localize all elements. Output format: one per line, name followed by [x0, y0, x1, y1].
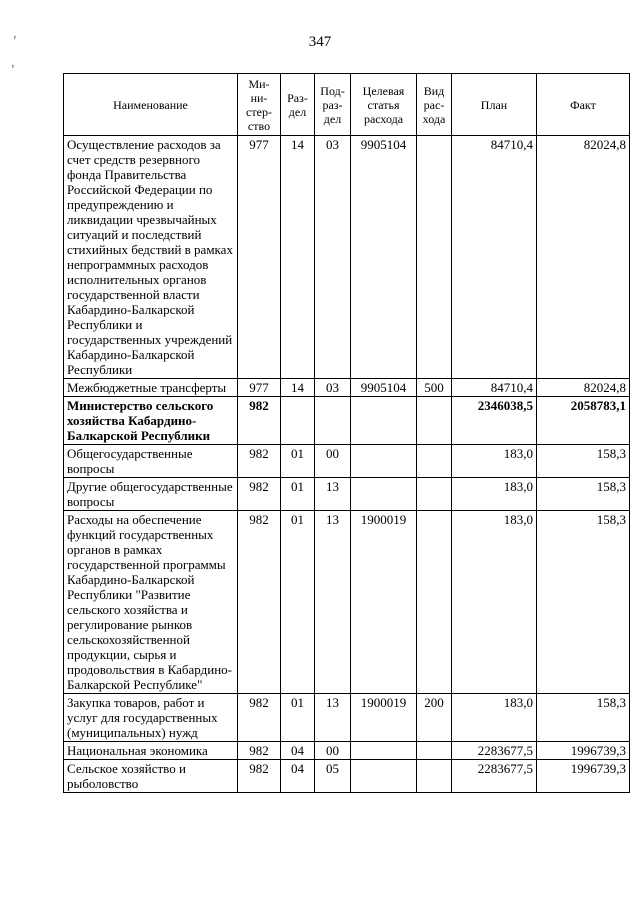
table-row	[64, 136, 630, 379]
column-header-section	[281, 74, 315, 136]
cell-subsection: 13	[315, 511, 351, 694]
margin-mark: ᵣ	[14, 30, 17, 41]
cell-name: Закупка товаров, работ и услуг для государственных (муниципальных) нужд	[64, 694, 238, 742]
cell-fact: 82024,8	[537, 136, 630, 379]
cell-name: Общегосударственные вопросы	[64, 445, 238, 478]
column-header-section-line: дел	[288, 104, 307, 119]
cell-name: Расходы на обеспечение функций государственных органов в рамках государственной программы Кабардино-Балкарской Республики "Развитие сельского хозяйства и регулирование рынков сельскохозяйственной продукции, сырья и продовольствия в Кабардино-Балкарской Республике"	[64, 511, 238, 694]
cell-fact: 2058783,1	[537, 397, 630, 445]
cell-section: 01	[281, 478, 315, 511]
cell-section: 01	[281, 445, 315, 478]
cell-section: 14	[281, 379, 315, 397]
cell-type: 200	[417, 694, 452, 742]
cell-target	[351, 445, 417, 478]
table-row	[64, 511, 630, 694]
cell-fact: 158,3	[537, 511, 630, 694]
margin-mark: ᵣ	[12, 59, 15, 70]
cell-plan: 183,0	[452, 445, 537, 478]
column-header-ministry-line: стер-	[246, 104, 272, 119]
table-row	[64, 379, 630, 397]
column-header-target-line: статья	[367, 97, 400, 112]
cell-fact: 158,3	[537, 445, 630, 478]
cell-type	[417, 511, 452, 694]
column-header-target-line: Целевая	[362, 83, 405, 98]
cell-plan: 2283677,5	[452, 760, 537, 793]
column-header-subsection	[315, 74, 351, 136]
cell-type	[417, 478, 452, 511]
table-row	[64, 397, 630, 445]
cell-fact: 158,3	[537, 694, 630, 742]
column-header-ministry	[238, 74, 281, 136]
cell-section: 14	[281, 136, 315, 379]
column-header-target	[351, 74, 417, 136]
cell-section: 01	[281, 511, 315, 694]
cell-plan: 2283677,5	[452, 742, 537, 760]
cell-subsection: 05	[315, 760, 351, 793]
table-row	[64, 742, 630, 760]
cell-target	[351, 742, 417, 760]
column-header-type	[417, 74, 452, 136]
cell-ministry: 977	[238, 379, 281, 397]
cell-name: Национальная экономика	[64, 742, 238, 760]
column-header-target-line: расхода	[363, 111, 404, 126]
budget-table	[63, 73, 630, 793]
cell-subsection	[315, 397, 351, 445]
column-header-ministry-line: ни-	[250, 90, 268, 105]
cell-section	[281, 397, 315, 445]
cell-plan: 183,0	[452, 478, 537, 511]
cell-name: Другие общегосударственные вопросы	[64, 478, 238, 511]
cell-section: 04	[281, 760, 315, 793]
table-row	[64, 478, 630, 511]
cell-type: 500	[417, 379, 452, 397]
column-header-type-line: хода	[422, 111, 446, 126]
column-header-type-line: рас-	[423, 97, 445, 112]
cell-fact: 82024,8	[537, 379, 630, 397]
cell-ministry: 977	[238, 136, 281, 379]
cell-target	[351, 760, 417, 793]
column-header-type-line: Вид	[423, 83, 445, 98]
column-header-subsection-line: дел	[323, 111, 342, 126]
cell-subsection: 13	[315, 478, 351, 511]
cell-fact: 1996739,3	[537, 742, 630, 760]
cell-fact: 158,3	[537, 478, 630, 511]
cell-plan: 84710,4	[452, 136, 537, 379]
cell-ministry: 982	[238, 694, 281, 742]
cell-ministry: 982	[238, 445, 281, 478]
cell-subsection: 03	[315, 136, 351, 379]
cell-ministry: 982	[238, 478, 281, 511]
cell-ministry: 982	[238, 397, 281, 445]
cell-name: Министерство сельского хозяйства Кабардино-Балкарской Республики	[64, 397, 238, 445]
cell-plan: 183,0	[452, 511, 537, 694]
cell-type	[417, 760, 452, 793]
cell-name: Сельское хозяйство и рыболовство	[64, 760, 238, 793]
cell-subsection: 03	[315, 379, 351, 397]
cell-subsection: 00	[315, 445, 351, 478]
cell-type	[417, 445, 452, 478]
cell-plan: 2346038,5	[452, 397, 537, 445]
cell-name: Осуществление расходов за счет средств резервного фонда Правительства Российской Федерации по предупреждению и ликвидации чрезвычайных ситуаций и последствий стихийных бедствий в рамках непрограммных расходов исполнительных органов государственной власти Кабардино-Балкарской Республики и государственных учреждений Кабардино-Балкарской Республики	[64, 136, 238, 379]
cell-target: 9905104	[351, 379, 417, 397]
cell-subsection: 00	[315, 742, 351, 760]
cell-section: 04	[281, 742, 315, 760]
cell-type	[417, 136, 452, 379]
column-header-section-line: Раз-	[287, 90, 308, 105]
cell-type	[417, 397, 452, 445]
column-header-fact: Факт	[537, 74, 630, 136]
column-header-name: Наименование	[64, 74, 238, 136]
column-header-subsection-line: раз-	[322, 97, 343, 112]
cell-target	[351, 397, 417, 445]
cell-ministry: 982	[238, 511, 281, 694]
column-header-ministry-line: ство	[247, 118, 271, 133]
cell-fact: 1996739,3	[537, 760, 630, 793]
cell-target: 1900019	[351, 511, 417, 694]
cell-subsection: 13	[315, 694, 351, 742]
cell-plan: 183,0	[452, 694, 537, 742]
cell-ministry: 982	[238, 760, 281, 793]
page-number: 347	[308, 34, 332, 50]
column-header-subsection-line: Под-	[320, 83, 345, 98]
cell-target	[351, 478, 417, 511]
cell-section: 01	[281, 694, 315, 742]
cell-ministry: 982	[238, 742, 281, 760]
cell-name: Межбюджетные трансферты	[64, 379, 238, 397]
table-row	[64, 694, 630, 742]
table-header-row	[64, 74, 630, 136]
cell-target: 9905104	[351, 136, 417, 379]
cell-plan: 84710,4	[452, 379, 537, 397]
table-row	[64, 445, 630, 478]
cell-type	[417, 742, 452, 760]
column-header-ministry-line: Ми-	[248, 76, 270, 91]
table-row	[64, 760, 630, 793]
column-header-plan: План	[452, 74, 537, 136]
cell-target: 1900019	[351, 694, 417, 742]
